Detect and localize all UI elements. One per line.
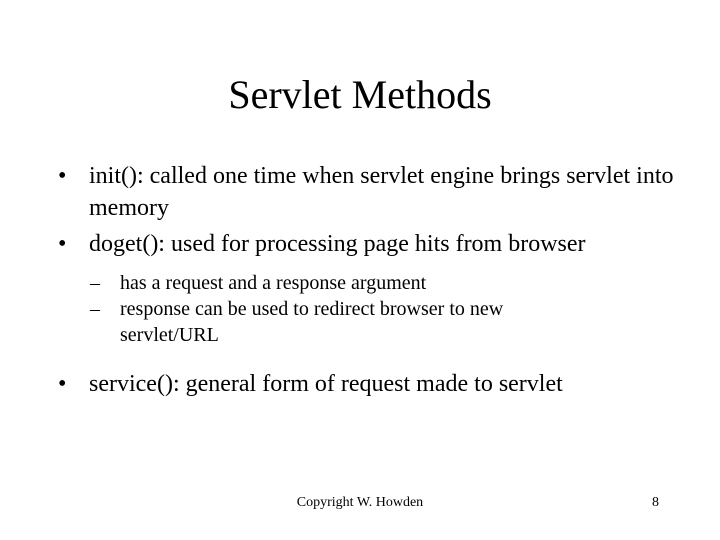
footer-copyright: Copyright W. Howden — [296, 495, 424, 510]
sub-bullet-item — [90, 296, 560, 348]
bullet-text: init(): called one time when servlet engine brings servlet into memory — [89, 163, 674, 221]
bullet-item — [58, 228, 678, 348]
sub-bullet-item — [90, 270, 560, 296]
bullet-item — [58, 368, 678, 400]
sub-bullet-text: response can be used to redirect browser to new servlet/URL — [120, 298, 504, 346]
page-number: 8 — [652, 495, 659, 510]
sub-bullet-list — [58, 270, 647, 348]
bullet-marker: • — [58, 371, 67, 397]
bullet-item — [58, 160, 678, 224]
sub-bullet-text: has a request and a response argument — [120, 272, 427, 294]
sub-bullet-marker: – — [90, 272, 100, 294]
slide-title: Servlet Methods — [228, 72, 492, 117]
bullet-list — [58, 160, 678, 404]
bullet-marker: • — [58, 163, 67, 189]
bullet-marker: • — [58, 231, 67, 257]
bullet-text: service(): general form of request made to servlet — [89, 371, 563, 397]
sub-bullet-marker: – — [90, 298, 100, 320]
bullet-text: doget(): used for processing page hits from browser — [89, 231, 586, 257]
